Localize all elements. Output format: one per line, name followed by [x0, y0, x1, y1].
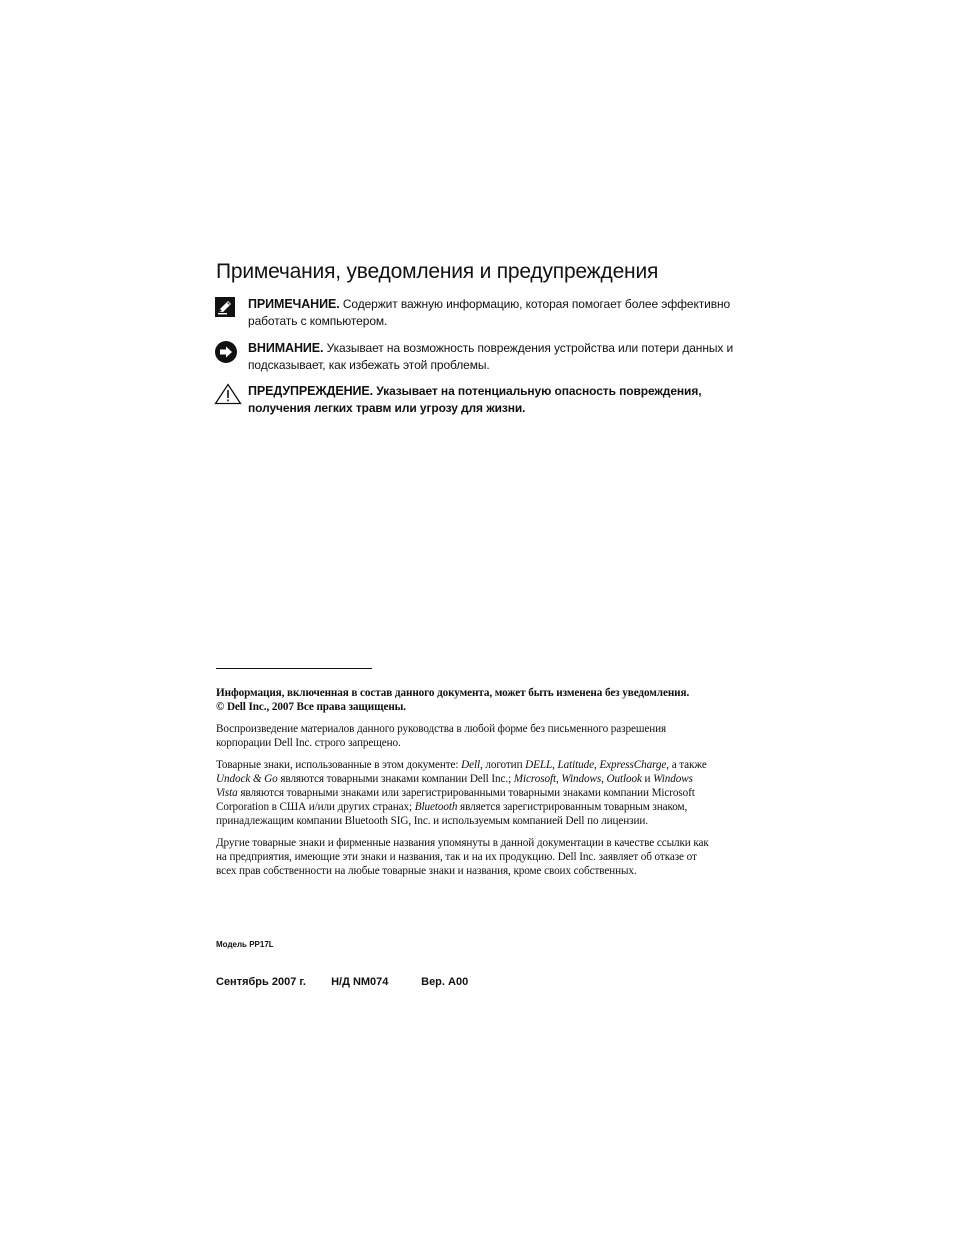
warning-triangle-icon [214, 383, 244, 407]
revision: Вер. A00 [421, 976, 469, 988]
trademarks-text: являются товарными знаками или зарегистрированными товарными знаками компании Microsoft Corporation в США и/или других странах; [216, 787, 695, 813]
trademarks-text: , [594, 759, 600, 771]
note-text: Содержит важную информацию, которая помогает более эффективно работать с компьютером. [248, 297, 731, 328]
caution-label: ВНИМАНИЕ. [248, 341, 324, 355]
document-footer [216, 974, 468, 990]
trademarks-text: , логотип [479, 759, 526, 771]
pencil-note-icon [214, 296, 244, 320]
trademarks-text: , [601, 773, 607, 785]
caution-text: Указывает на возможность повреждения устройства или потери данных и подсказывает, как избежать этой проблемы. [248, 341, 734, 372]
note-label: ПРИМЕЧАНИЕ. [248, 297, 340, 311]
trademarks-text: , [552, 759, 558, 771]
trademark-microsoft: Microsoft [513, 773, 556, 785]
other-trademarks-notice: Другие товарные знаки и фирменные названия упомянуты в данной документации в качестве ссылки как на предприятия, имеющие эти знаки и названия, так и на их продукцию. Dell Inc. заявляет об отказе от всех прав собственности на любые товарные знаки и названия, кроме своих собственных. [216, 837, 709, 877]
trademarks-text: , а также [666, 759, 707, 771]
trademark-outlook: Outlook [606, 773, 642, 785]
model-number: Модель PP17L [216, 940, 274, 949]
trademarks-text: , [555, 773, 562, 785]
footnote-divider [216, 668, 372, 669]
change-notice: Информация, включенная в состав данного документа, может быть изменена без уведомления. [216, 687, 690, 699]
publication-date: Сентябрь 2007 г. [216, 976, 306, 988]
trademark-dell: Dell [461, 759, 480, 771]
warning-notice [214, 383, 734, 417]
trademarks-notice [216, 758, 716, 828]
note-notice [214, 296, 734, 330]
legal-notice [216, 686, 716, 886]
part-number: Н/Д NM074 [331, 976, 389, 988]
legal-bold-block [216, 686, 716, 714]
arrow-circle-icon [214, 340, 244, 364]
copyright-line: © Dell Inc., 2007 Все права защищены. [216, 701, 407, 713]
caution-notice [214, 340, 734, 374]
trademark-expresscharge: ExpressCharge [599, 759, 667, 771]
page-title: Примечания, уведомления и предупреждения [216, 260, 659, 283]
trademarks-text: Товарные знаки, использованные в этом документе: [216, 759, 462, 771]
trademarks-text: являются товарными знаками компании Dell Inc.; [277, 773, 514, 785]
warning-text: Указывает на потенциальную опасность повреждения, получения легких травм или угрозу для жизни. [248, 384, 702, 415]
warning-label: ПРЕДУПРЕЖДЕНИЕ. [248, 384, 374, 398]
trademark-windows: Windows [561, 773, 602, 785]
trademark-latitude: Latitude [557, 759, 595, 771]
trademarks-text: и [641, 773, 654, 785]
trademark-dell-logo: DELL [525, 759, 553, 771]
trademarks-text: является зарегистрированным товарным знаком, принадлежащим компании Bluetooth SIG, Inc. и используемым компанией Dell по лицензии. [216, 801, 688, 827]
reproduction-notice: Воспроизведение материалов данного руководства в любой форме без письменного разрешения корпорации Dell Inc. строго запрещено. [216, 723, 667, 749]
trademark-undock: Undock & Go [216, 773, 278, 785]
trademark-bluetooth: Bluetooth [414, 801, 458, 813]
trademark-vista: Windows Vista [216, 773, 693, 799]
